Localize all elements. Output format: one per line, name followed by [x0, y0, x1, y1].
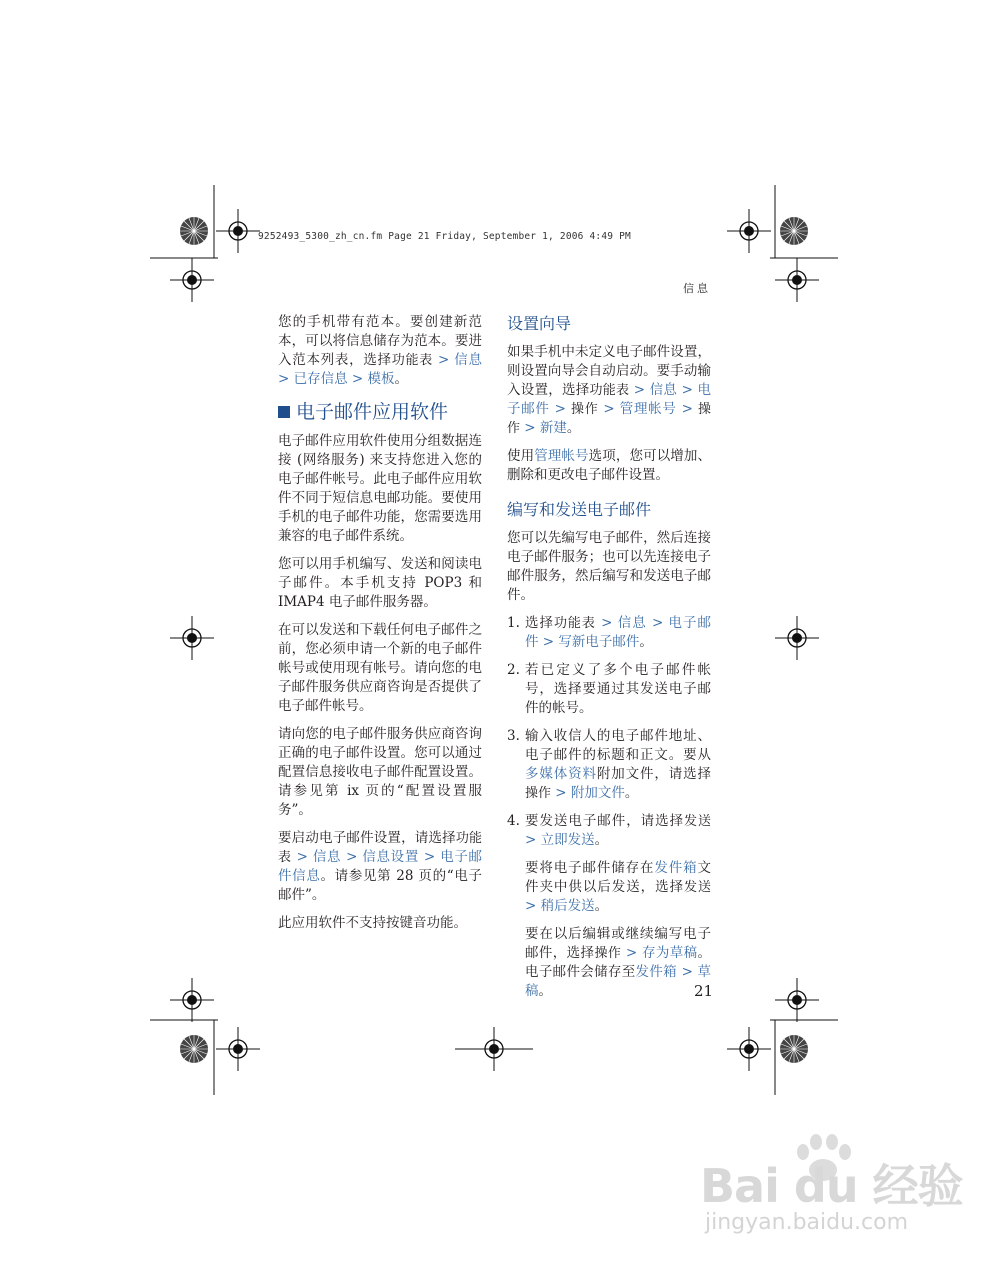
separator: > [525, 898, 541, 914]
text: 要在以后编辑或继续编写电子邮件，选择 [525, 926, 711, 961]
menu-term: 发送 [684, 880, 711, 895]
section-title [278, 403, 482, 422]
menu-link: 发件箱 [635, 964, 677, 980]
p5-end: 。请参见第 28 页的“电子邮件”。 [278, 868, 482, 903]
compose-title: 编写和发送电子邮件 [507, 500, 652, 519]
menu-link: 电子邮件信息 [278, 849, 482, 884]
menu-link: 存为草稿 [641, 945, 698, 961]
watermark-text: Bai du 经验 [700, 1159, 963, 1213]
text: 输入收信人的电子邮件地址、电子邮件的标题和正文。要从 [525, 728, 711, 763]
wizard-paragraph-2 [507, 447, 711, 485]
wizard-text: 如果手机中未定义电子邮件设置，则设置向导会自动启动。要手动输入设置，选择 [507, 344, 711, 398]
menu-term: 功能表 [278, 831, 482, 865]
menu-term: 操作 [594, 946, 622, 961]
list-item [507, 661, 711, 718]
paragraph: 在可以发送和下载任何电子邮件之前，您必须申请一个新的电子邮件帐号或使用现有帐号。请向您的电子邮件服务供应商咨询是否提供了电子邮件帐号。 [278, 622, 482, 714]
paragraph: 电子邮件应用软件使用分组数据连接 (网络服务) 来支持您进入您的电子邮件帐号。此电子邮件应用软件不同于短信息电邮功能。要使用手机的电子邮件功能，您需要选用兼容的电子邮件系统。 [278, 433, 482, 544]
note-paragraph [507, 859, 711, 916]
step-number: 1. [507, 615, 520, 631]
menu-link: 信息 [617, 615, 647, 631]
text: 。 [594, 898, 609, 914]
menu-term: 功能表 [391, 353, 433, 368]
separator: > [677, 382, 698, 398]
menu-term: 功能表 [553, 616, 596, 631]
separator: > [418, 849, 441, 865]
separator: > [598, 401, 620, 417]
separator: > [291, 849, 313, 865]
separator: > [278, 371, 294, 387]
menu-link: 立即发送 [540, 832, 595, 848]
text: 若已定义了多个电子邮件帐号，选择要通过其发送电子邮件的帐号。 [525, 662, 711, 716]
wizard-end: 。 [566, 420, 581, 436]
menu-term: 操作 [525, 786, 552, 801]
list-item [507, 727, 711, 803]
right-column [507, 313, 714, 1010]
menu-term: 功能表 [589, 383, 630, 398]
text: 要将电子邮件储存在 [525, 860, 655, 876]
steps-list [507, 614, 711, 850]
separator: > [341, 849, 363, 865]
menu-link: 电子邮件 [507, 382, 711, 417]
separator: > [538, 634, 559, 650]
menu-link: 已存信息 [293, 371, 348, 387]
separator: > [551, 785, 571, 801]
paragraph: 您可以用手机编写、发送和阅读电子邮件。本手机支持 POP3 和 IMAP4 电子邮件服务器。 [278, 556, 482, 610]
menu-link: 管理帐号 [619, 401, 677, 417]
menu-link: 发件箱 [654, 860, 698, 876]
menu-link: 多媒体资料 [525, 766, 597, 782]
step-number: 3. [507, 728, 520, 744]
left-column [278, 313, 482, 942]
intro-text: 您的手机带有范本。要创建新范本，可以将信息储存为范本。要进入范本列表，选择 [278, 314, 482, 368]
menu-link: 草稿 [525, 964, 712, 999]
menu-link: 信息 [649, 382, 678, 398]
text: 文件夹中供以后发送，选择 [525, 860, 711, 895]
page-number: 21 [694, 982, 714, 1000]
text: 。电子邮件会储存至 [525, 945, 711, 980]
list-item [507, 812, 711, 850]
text: 。 [538, 983, 552, 999]
p5-text: 要启动电子邮件设置，请选择 [278, 830, 456, 846]
menu-link: 新建 [539, 420, 567, 436]
wizard-title: 设置向导 [507, 314, 572, 333]
paragraph: 此应用软件不支持按键音功能。 [278, 915, 467, 931]
step-number: 4. [507, 813, 520, 829]
separator: > [629, 382, 650, 398]
menu-term: 操作 [507, 402, 711, 436]
watermark-url: jingyan.baidu.com [705, 1210, 909, 1235]
paragraph [278, 829, 482, 905]
menu-link: 信息设置 [362, 849, 419, 865]
separator: > [347, 371, 368, 387]
menu-link: 管理帐号 [534, 448, 589, 464]
separator: > [520, 420, 540, 436]
intro-paragraph [278, 313, 482, 389]
text: 要发送电子邮件，请选择 [525, 813, 685, 829]
separator: > [432, 352, 455, 368]
section-title-text: 电子邮件应用软件 [296, 401, 449, 423]
text: 附加文件，请选择 [596, 766, 711, 782]
menu-link: 信息 [454, 352, 483, 368]
list-item [507, 614, 711, 652]
separator: > [595, 615, 618, 631]
menu-link: 附加文件 [570, 785, 625, 801]
intro-end: 。 [394, 371, 409, 387]
menu-link: 稍后发送 [540, 898, 595, 914]
square-bullet-icon [278, 406, 290, 418]
menu-term: 发送 [684, 814, 711, 829]
menu-link: 写新电子邮件 [558, 634, 640, 650]
paragraph: 请向您的电子邮件服务供应商咨询正确的电子邮件设置。您可以通过配置信息接收电子邮件配置设置。请参见第 ix 页的“配置设置服务”。 [278, 726, 482, 818]
separator: > [549, 401, 571, 417]
menu-link: 信息 [312, 849, 342, 865]
compose-paragraph: 您可以先编写电子邮件，然后连接电子邮件服务；也可以先连接电子邮件服务，然后编写和发送电子邮件。 [507, 530, 711, 603]
running-head: 信息 [683, 282, 711, 295]
wizard-paragraph [507, 343, 711, 438]
menu-link: 模板 [367, 371, 395, 387]
baidu-watermark [700, 1130, 963, 1240]
text: 选择 [525, 615, 554, 631]
file-info: 9252493_5300_zh_cn.fm Page 21 Friday, September 1, 2006 4:49 PM [258, 231, 631, 242]
separator: > [676, 964, 698, 980]
menu-link: 电子邮件 [525, 615, 711, 650]
separator: > [646, 615, 669, 631]
step-number: 2. [507, 662, 520, 678]
text: 选项，您可以增加、删除和更改电子邮件设置。 [507, 448, 712, 483]
note-paragraph [507, 925, 714, 1001]
separator: > [621, 945, 642, 961]
separator: > [525, 832, 541, 848]
menu-term: 操作 [570, 402, 599, 417]
separator: > [676, 401, 698, 417]
text: 使用 [507, 448, 535, 464]
text: 。 [624, 785, 639, 801]
text: 。 [639, 634, 653, 650]
text: 。 [594, 832, 609, 848]
